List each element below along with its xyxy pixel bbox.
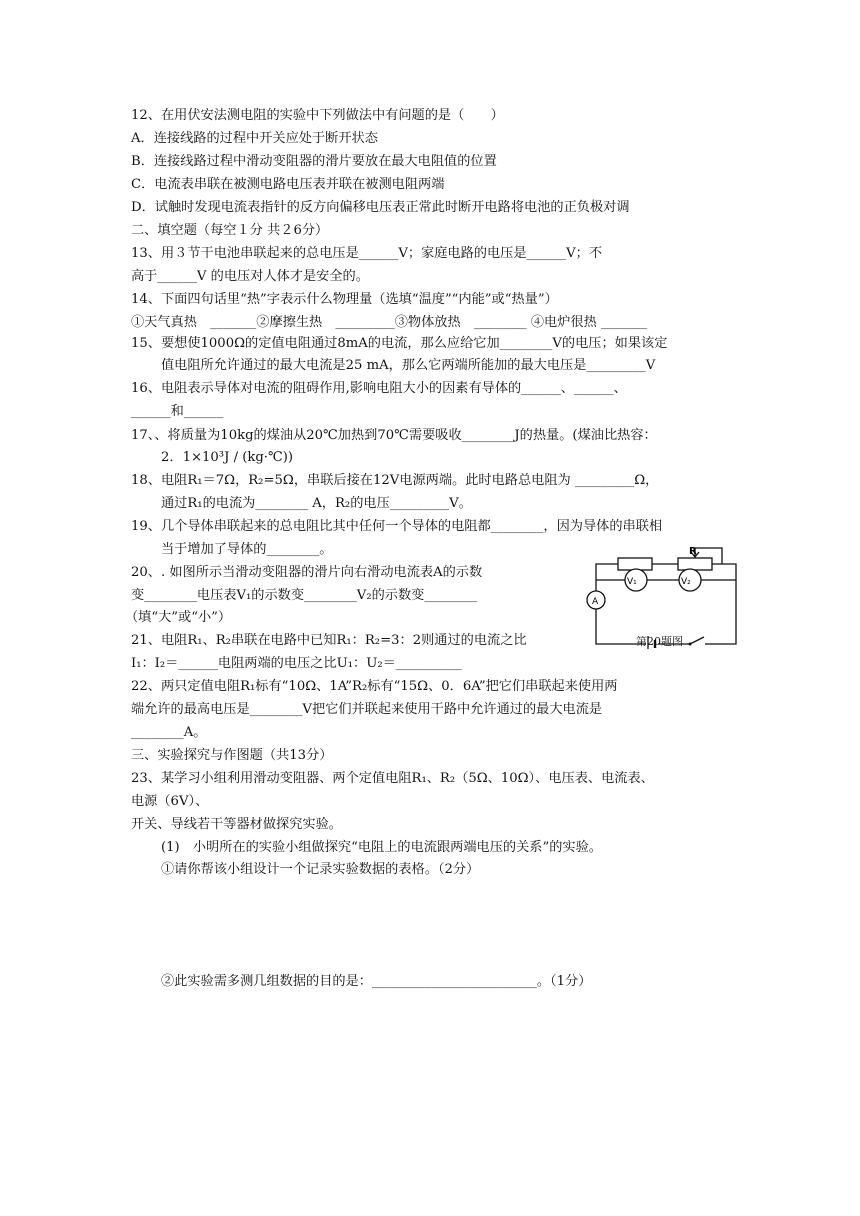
line-q23-cont: 电源（6V）、 [131, 794, 209, 809]
line-q22: 22、两只定值电阻R₁标有“10Ω、1A”R₂标有“15Ω、0．6A”把它们串联起来使用两 [131, 679, 618, 694]
section-heading-experiment: 三、实验探究与作图题（共13分） [131, 748, 333, 763]
line-q17-cont: 2．1×10³J / (kg·℃)) [161, 450, 294, 465]
section-heading-fill-blank: 二、填空题（每空１分 共２6分） [131, 223, 329, 238]
line-q20: 20、. 如图所示当滑动变阻器的滑片向右滑动电流表A的示数 [131, 565, 483, 580]
line-q22-cont: 端允许的最高电压是________V把它们并联起来使用干路中允许通过的最大电流是 [131, 702, 603, 717]
line-q23-part1: (1) 小明所在的实验小组做探究“电阻上的电流跟两端电压的关系”的实验。 [161, 840, 602, 855]
line-q23-cont2: 开关、导线若干等器材做探究实验。 [131, 817, 342, 832]
line-q13-cont: 高于______V 的电压对人体才是安全的。 [131, 269, 369, 284]
line-q15: 15、要想使1000Ω的定值电阻通过8mA的电流，那么应给它加________V的电压；如果该定 [131, 336, 668, 351]
ammeter [587, 591, 605, 609]
line-q12-option-b: B．连接线路过程中滑动变阻器的滑片要放在最大电阻值的位置 [131, 154, 497, 169]
line-q19: 19、几个导体串联起来的总电阻比其中任何一个导体的电阻都________，因为导体的串联相 [131, 519, 663, 534]
rheostat-label: R [689, 546, 697, 557]
line-q21: 21、电阻R₁、R₂串联在电路中已知R₁：R₂=3：2则通过的电流之比 [131, 633, 527, 648]
line-q23: 23、某学习小组利用滑动变阻器、两个定值电阻R₁、R₂（5Ω、10Ω）、电压表、电流表、 [131, 771, 654, 786]
svg-text:V₂: V₂ [681, 577, 691, 587]
line-q13: 13、用３节干电池串联起来的总电压是______V；家庭电路的电压是______V；不 [131, 246, 603, 261]
line-q12: 12、在用伏安法测电阻的实验中下列做法中有问题的是（ ） [131, 108, 504, 123]
voltmeter-2 [679, 569, 701, 591]
line-q21-cont: I₁：I₂＝______电阻两端的电压之比U₁：U₂＝__________ [131, 656, 462, 671]
line-q19-cont: 当于增加了导体的________。 [161, 542, 333, 557]
line-q23-task1: ①请你帮该小组设计一个记录实验数据的表格。（2分） [161, 862, 480, 877]
figure-caption: 第20题图 [636, 635, 683, 648]
svg-text:V₁: V₁ [627, 577, 637, 587]
line-q12-option-a: A．连接线路的过程中开关应处于断开状态 [131, 131, 378, 146]
line-q16: 16、电阻表示导体对电流的阻碍作用,影响电阻大小的因素有导体的______、______、 [131, 381, 627, 396]
line-q20-blanks: 变________电压表V₁的示数变________V₂的示数变________ [131, 588, 478, 603]
voltmeter-1 [625, 569, 647, 591]
line-q14: 14、下面四句话里“热”字表示什么物理量（选填“温度”“内能”或“热量”） [131, 292, 558, 307]
line-q20-hint: （填“大”或“小”） [125, 610, 232, 625]
line-q12-option-d: D．试触时发现电流表指针的反方向偏移电压表正常此时断开电路将电池的正负极对调 [131, 200, 630, 215]
line-q18: 18、电阻R₁＝7Ω，R₂=5Ω，串联后接在12V电源两端。此时电路总电阻为 _________Ω， [131, 473, 659, 488]
line-q18-cont: 通过R₁的电流为________ A，R₂的电压_________V。 [161, 496, 472, 511]
switch [689, 634, 706, 648]
line-q23-task2: ②此实验需多测几组数据的目的是：_________________________。（1分） [161, 974, 592, 989]
line-q14-blanks: ①天气真热 _______②摩擦生热 _________③物体放热 ________ ④电炉很热 _______ [131, 315, 648, 330]
svg-text:A: A [592, 597, 599, 607]
line-q22-cont2: ________A。 [131, 725, 207, 740]
line-q15-cont: 值电阻所允许通过的最大电流是25 mA，那么它两端所能加的最大电压是_________V [161, 358, 656, 373]
line-q12-option-c: C．电流表串联在被测电路电压表并联在被测电阻两端 [131, 177, 445, 192]
line-q16-cont: ______和______ [131, 404, 224, 419]
line-q17: 17、、将质量为10kg的煤油从20℃加热到70℃需要吸收________J的热量。(煤油比热容： [131, 428, 657, 443]
